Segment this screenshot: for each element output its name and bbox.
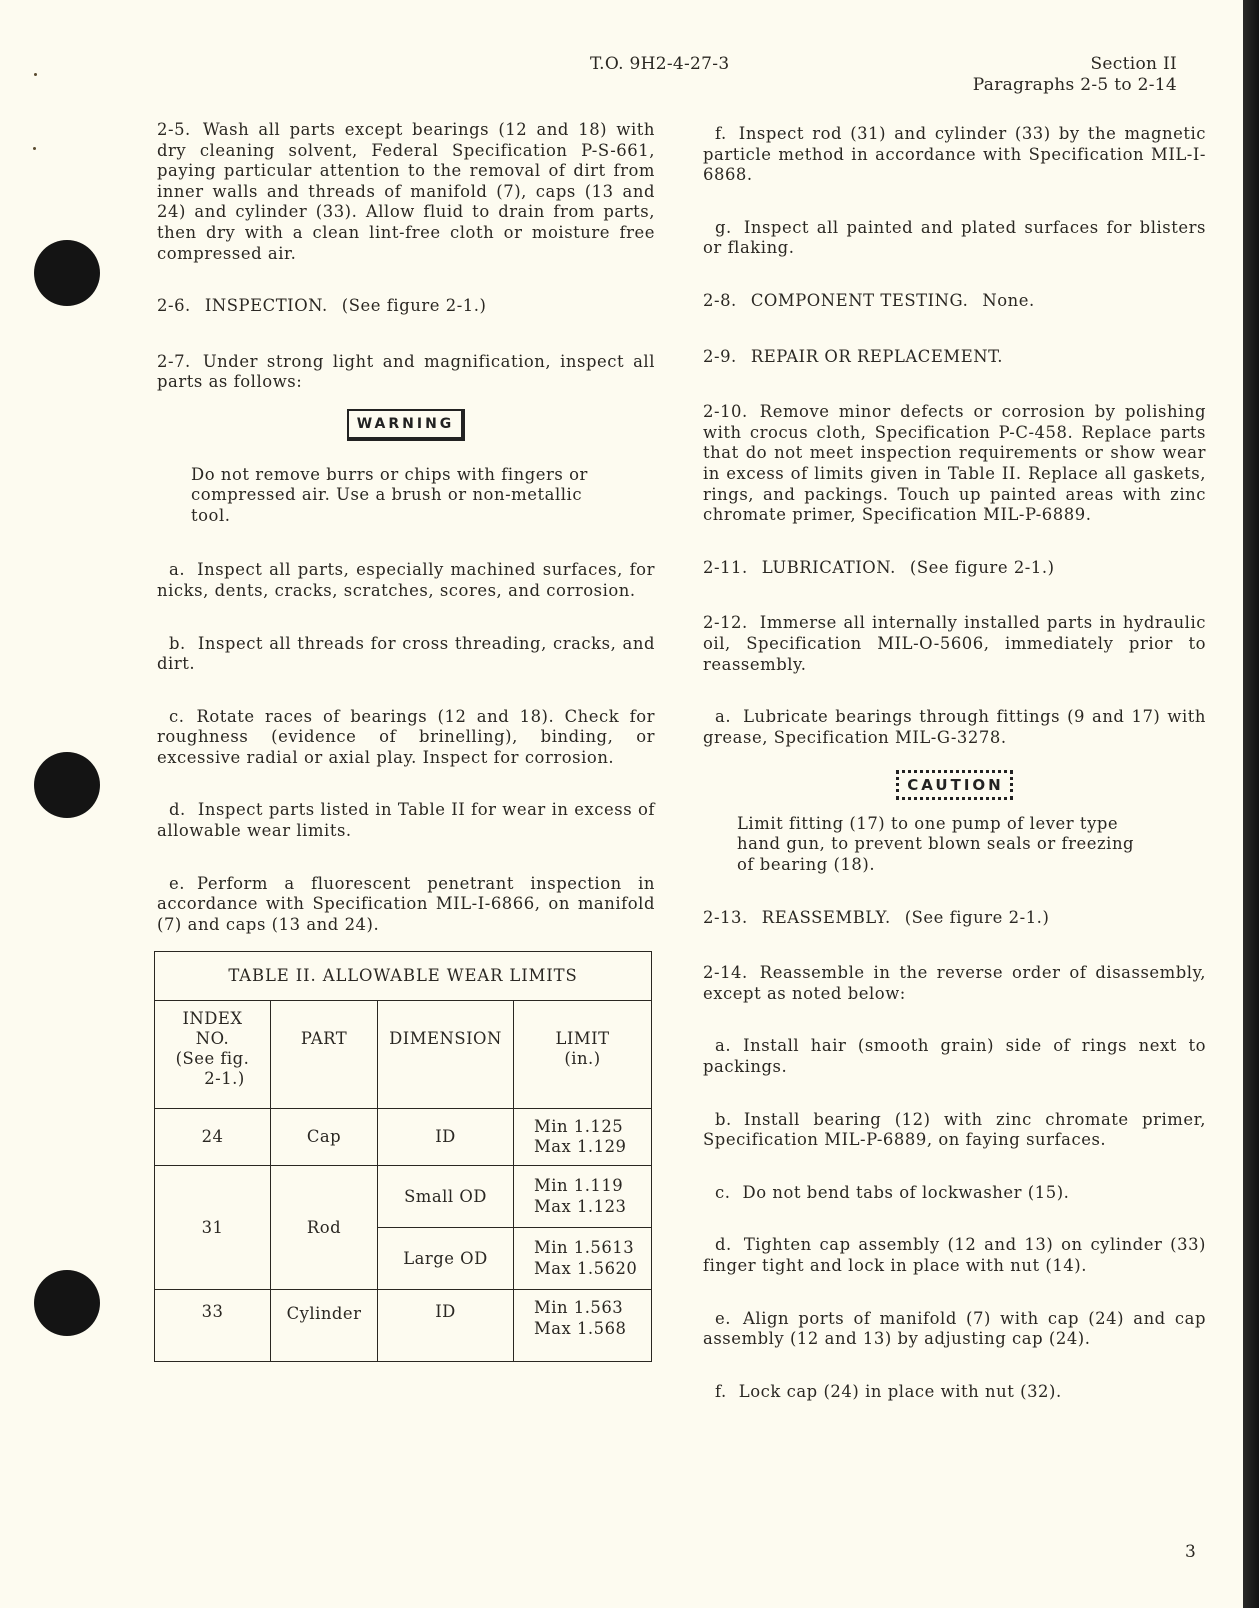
paragraph-range: Paragraphs 2-5 to 2-14 xyxy=(972,75,1177,95)
cell-limit xyxy=(514,1166,652,1228)
paragraph-2-5 xyxy=(157,120,655,264)
caution-notice xyxy=(703,770,1206,800)
item-text: Perform a fluorescent penetrant inspection in accordance with Specification MIL-I-6866, on manifold (7) and caps (13 and 24). xyxy=(157,873,655,934)
table-title: TABLE II. ALLOWABLE WEAR LIMITS xyxy=(155,952,652,1001)
reassembly-item-a xyxy=(703,1036,1206,1077)
item-text: Tighten cap assembly (12 and 13) on cylinder (33) finger tight and lock in place with nut (14). xyxy=(703,1235,1206,1275)
cell-index: 33 xyxy=(155,1290,271,1362)
paragraph-2-10 xyxy=(703,402,1206,526)
paragraph-text: Reassemble in the reverse order of disassembly, except as noted below: xyxy=(703,963,1206,1003)
cell-limit xyxy=(514,1290,652,1362)
item-letter: d. xyxy=(169,800,186,820)
heading-2-13-reassembly xyxy=(703,908,1206,929)
item-text: Do not bend tabs of lockwasher (15). xyxy=(742,1182,1070,1202)
item-letter: b. xyxy=(169,633,186,653)
inspection-item-e xyxy=(157,874,655,936)
limit-min: Min 1.119 xyxy=(534,1176,624,1196)
reassembly-item-c xyxy=(703,1183,1206,1204)
paragraph-2-14 xyxy=(703,963,1206,1004)
column-header-part: PART xyxy=(271,1001,378,1109)
paragraph-text: Immerse all internally installed parts in hydraulic oil, Specification MIL-O-5606, immediately prior to reassembly. xyxy=(703,613,1206,674)
scan-speck xyxy=(34,73,37,76)
item-letter: f. xyxy=(715,124,727,143)
heading-2-9-repair xyxy=(703,347,1206,368)
item-text: Lubricate bearings through fittings (9 and 17) with grease, Specification MIL-G-3278. xyxy=(703,707,1206,747)
item-letter: a. xyxy=(715,1036,732,1056)
heading-2-8-component-testing xyxy=(703,291,1206,312)
paragraph-number: 2-14. xyxy=(703,963,748,983)
item-letter: g. xyxy=(715,217,732,237)
cell-dimension: Large OD xyxy=(378,1228,514,1290)
table-row xyxy=(155,1166,652,1228)
header-text: (in.) xyxy=(564,1049,601,1069)
inspection-item-c xyxy=(157,707,655,769)
reassembly-item-e xyxy=(703,1309,1206,1350)
table-header-row xyxy=(155,1001,652,1109)
figure-reference: (See figure 2-1.) xyxy=(341,296,487,316)
limit-min: Min 1.5613 xyxy=(534,1238,635,1258)
item-text: Lock cap (24) in place with nut (32). xyxy=(738,1381,1062,1401)
figure-reference: (See figure 2-1.) xyxy=(909,557,1055,577)
paragraph-number: 2-8. xyxy=(703,290,737,310)
inspection-item-g xyxy=(703,218,1206,259)
item-text: Install hair (smooth grain) side of rings next to packings. xyxy=(703,1036,1206,1077)
item-letter: d. xyxy=(715,1235,732,1255)
reassembly-item-d xyxy=(703,1235,1206,1276)
paragraph-text: Wash all parts except bearings (12 and 18) with dry cleaning solvent, Federal Specification P-S-661, paying particular attention to the removal of dirt from inner walls and threads of manifold (7), caps (13 and 24) and cylinder (33). Allow fluid to drain from parts, then dry with a clean lint-free cloth or moisture free compressed air. xyxy=(157,120,655,263)
item-text: Rotate races of bearings (12 and 18). Check for roughness (evidence of brinelling), binding, or excessive radial or axial play. Inspect for corrosion. xyxy=(157,706,655,767)
caution-text: Limit fitting (17) to one pump of lever type hand gun, to prevent blown seals or freezing of bearing (18). xyxy=(737,813,1135,875)
item-text: Inspect all threads for cross threading, cracks, and dirt. xyxy=(157,633,655,674)
limit-min: Min 1.125 xyxy=(534,1116,624,1136)
item-letter: c. xyxy=(715,1182,731,1202)
paragraph-number: 2-11. xyxy=(703,557,748,577)
header-text: NO. xyxy=(195,1029,230,1049)
caution-label: CAUTION xyxy=(896,770,1012,800)
warning-label: WARNING xyxy=(347,409,466,441)
limit-max: Max 1.123 xyxy=(534,1196,627,1216)
warning-notice xyxy=(157,409,655,441)
paragraph-2-12 xyxy=(703,613,1206,675)
inspection-item-f xyxy=(703,124,1206,186)
inspection-item-d xyxy=(157,800,655,841)
item-text: Inspect rod (31) and cylinder (33) by the magnetic particle method in accordance with Specification MIL-I-6868. xyxy=(703,124,1206,185)
column-header-index xyxy=(155,1001,271,1109)
figure-reference: (See figure 2-1.) xyxy=(904,907,1050,927)
inspection-item-b xyxy=(157,634,655,675)
limit-min: Min 1.563 xyxy=(534,1298,624,1318)
reassembly-item-b xyxy=(703,1110,1206,1151)
left-column xyxy=(157,120,655,1362)
heading-note: None. xyxy=(982,290,1035,310)
paragraph-number: 2-13. xyxy=(703,907,748,927)
header-text: 2-1.) xyxy=(204,1069,245,1089)
paragraph-number: 2-9. xyxy=(703,346,737,366)
paragraph-number: 2-6. xyxy=(157,296,191,316)
cell-index: 24 xyxy=(155,1109,271,1166)
inspection-item-a xyxy=(157,560,655,601)
heading-title: LUBRICATION. xyxy=(761,557,896,577)
column-header-limit xyxy=(514,1001,652,1109)
item-letter: a. xyxy=(715,707,732,727)
limit-max: Max 1.129 xyxy=(534,1137,627,1157)
item-text: Inspect parts listed in Table II for wear in excess of allowable wear limits. xyxy=(157,800,655,841)
paragraph-text: Remove minor defects or corrosion by polishing with crocus cloth, Specification P-C-458. Replace parts that do not meet inspection requirements or show wear in excess of limits given in Table II. Replace all gaskets, rings, and packings. Touch up painted areas with zinc chromate primer, Specification MIL-P-6889. xyxy=(703,402,1206,525)
heading-2-11-lubrication xyxy=(703,558,1206,579)
binder-hole-top xyxy=(34,240,100,306)
paragraph-number: 2-7. xyxy=(157,351,191,371)
item-letter: e. xyxy=(169,873,186,893)
reassembly-item-f xyxy=(703,1382,1206,1403)
document-number: T.O. 9H2-4-27-3 xyxy=(590,54,730,74)
cell-limit xyxy=(514,1109,652,1166)
item-letter: c. xyxy=(169,706,185,726)
header-text: LIMIT xyxy=(555,1029,610,1049)
header-text: (See fig. xyxy=(175,1049,250,1069)
table-row xyxy=(155,1109,652,1166)
paragraph-number: 2-5. xyxy=(157,120,191,139)
item-letter: e. xyxy=(715,1308,732,1328)
section-header xyxy=(973,54,1177,96)
paragraph-text: Under strong light and magnification, inspect all parts as follows: xyxy=(157,351,655,392)
paragraph-number: 2-10. xyxy=(703,402,748,422)
header-text: INDEX xyxy=(182,1009,243,1029)
heading-title: COMPONENT TESTING. xyxy=(750,290,969,310)
item-text: Inspect all parts, especially machined surfaces, for nicks, dents, cracks, scratches, scores, and corrosion. xyxy=(157,560,655,600)
cell-dimension: Small OD xyxy=(378,1166,514,1228)
paragraph-number: 2-12. xyxy=(703,613,748,633)
item-text: Inspect all painted and plated surfaces for blisters or flaking. xyxy=(703,217,1206,258)
column-header-dimension: DIMENSION xyxy=(378,1001,514,1109)
cell-part: Cylinder xyxy=(271,1290,378,1362)
wear-limits-table xyxy=(154,951,652,1362)
cell-part: Cap xyxy=(271,1109,378,1166)
heading-2-6-inspection xyxy=(157,296,655,317)
binder-hole-middle xyxy=(34,752,100,818)
table-row xyxy=(155,1290,652,1362)
section-label: Section II xyxy=(1090,54,1177,74)
heading-title: INSPECTION. xyxy=(204,296,328,316)
cell-limit xyxy=(514,1228,652,1290)
limit-max: Max 1.568 xyxy=(534,1318,627,1338)
item-letter: b. xyxy=(715,1109,732,1129)
warning-text: Do not remove burrs or chips with fingers or compressed air. Use a brush or non-metallic tool. xyxy=(191,464,588,525)
page-number: 3 xyxy=(1185,1542,1196,1562)
cell-dimension: ID xyxy=(378,1109,514,1166)
item-letter: f. xyxy=(715,1381,727,1401)
scan-speck xyxy=(33,147,36,150)
item-text: Install bearing (12) with zinc chromate primer, Specification MIL-P-6889, on faying surfaces. xyxy=(703,1109,1206,1150)
limit-max: Max 1.5620 xyxy=(534,1258,638,1278)
heading-title: REASSEMBLY. xyxy=(761,907,891,927)
cell-index: 31 xyxy=(155,1166,271,1290)
cell-dimension: ID xyxy=(378,1290,514,1362)
lubrication-item-a xyxy=(703,707,1206,748)
item-letter: a. xyxy=(169,560,186,580)
right-column xyxy=(703,124,1206,1434)
paragraph-2-7 xyxy=(157,352,655,393)
heading-title: REPAIR OR REPLACEMENT. xyxy=(750,346,1003,366)
cell-part: Rod xyxy=(271,1166,378,1290)
item-text: Align ports of manifold (7) with cap (24) and cap assembly (12 and 13) by adjusting cap (24). xyxy=(703,1308,1206,1349)
binder-hole-bottom xyxy=(34,1270,100,1336)
scan-page-edge xyxy=(1243,0,1259,1608)
